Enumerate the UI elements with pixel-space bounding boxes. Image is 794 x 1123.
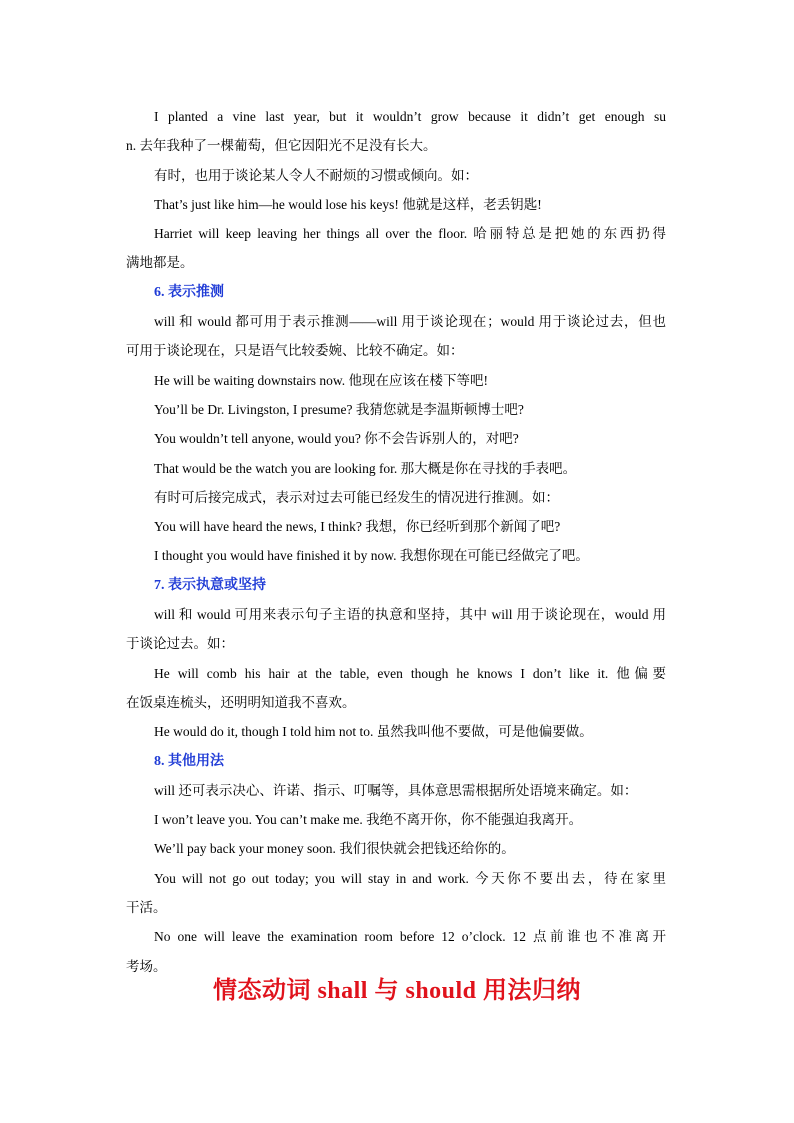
text-line: We’ll pay back your money soon. 我们很快就会把钱还给你的。 xyxy=(154,841,515,857)
text-line: I won’t leave you. You can’t make me. 我绝不离开你，你不能强迫我离开。 xyxy=(154,812,583,828)
section-heading: 6. 表示推测 xyxy=(154,284,224,300)
text-line: 满地都是。 xyxy=(126,255,194,271)
text-line: That would be the watch you are looking for. 那大概是你在寻找的手表吧。 xyxy=(154,460,577,476)
text-line: will 和 would 可用来表示句子主语的执意和坚持，其中 will 用于谈论现在，would 用 xyxy=(154,607,666,623)
text-line: will 还可表示决心、许诺、指示、叮嘱等，具体意思需根据所处语境来确定。如： xyxy=(154,782,638,798)
text-line: 于谈论过去。如： xyxy=(126,636,234,652)
text-line: I planted a vine last year, but it wouldn’t grow because it didn’t get enough su xyxy=(154,109,666,124)
text-line: will 和 would 都可用于表示推测——will 用于谈论现在；would 用于谈论过去，但也 xyxy=(154,314,666,330)
text-line: 有时，也用于谈论某人令人不耐烦的习惯或倾向。如： xyxy=(154,167,478,183)
section-heading: 7. 表示执意或坚持 xyxy=(154,577,266,593)
text-line: I thought you would have finished it by now. 我想你现在可能已经做完了吧。 xyxy=(154,548,589,564)
text-line: He will comb his hair at the table, even though he knows I don’t like it. 他偏要 xyxy=(154,665,666,681)
text-line: No one will leave the examination room before 12 o’clock. 12 点前谁也不准离开 xyxy=(154,929,666,945)
document-body xyxy=(126,102,666,981)
text-line: 在饭桌连梳头，还明明知道我不喜欢。 xyxy=(126,694,356,710)
text-line: Harriet will keep leaving her things all over the floor. 哈丽特总是把她的东西扔得 xyxy=(154,226,666,242)
text-line: You’ll be Dr. Livingston, I presume? 我猜您就是李温斯顿博士吧? xyxy=(154,401,524,417)
text-line: n. 去年我种了一棵葡萄，但它因阳光不足没有长大。 xyxy=(126,138,437,154)
text-line: 可用于谈论现在，只是语气比较委婉、比较不确定。如： xyxy=(126,343,464,359)
text-line: 干活。 xyxy=(126,900,167,916)
text-line: You wouldn’t tell anyone, would you? 你不会告诉别人的，对吧? xyxy=(154,431,519,447)
section-heading: 8. 其他用法 xyxy=(154,753,224,769)
text-line: 考场。 xyxy=(126,958,167,974)
text-line: That’s just like him—he would lose his keys! 他就是这样，老丢钥匙! xyxy=(154,196,542,212)
text-line: You will not go out today; you will stay in and work. 今天你不要出去，待在家里 xyxy=(154,870,666,886)
text-line: 有时可后接完成式，表示对过去可能已经发生的情况进行推测。如： xyxy=(154,489,559,505)
text-line: You will have heard the news, I think? 我想，你已经听到那个新闻了吧? xyxy=(154,519,561,535)
text-line: He would do it, though I told him not to. 虽然我叫他不要做，可是他偏要做。 xyxy=(154,724,593,740)
text-line: He will be waiting downstairs now. 他现在应该在楼下等吧! xyxy=(154,372,488,388)
section-title: 情态动词 shall 与 should 用法归纳 xyxy=(212,978,582,1004)
